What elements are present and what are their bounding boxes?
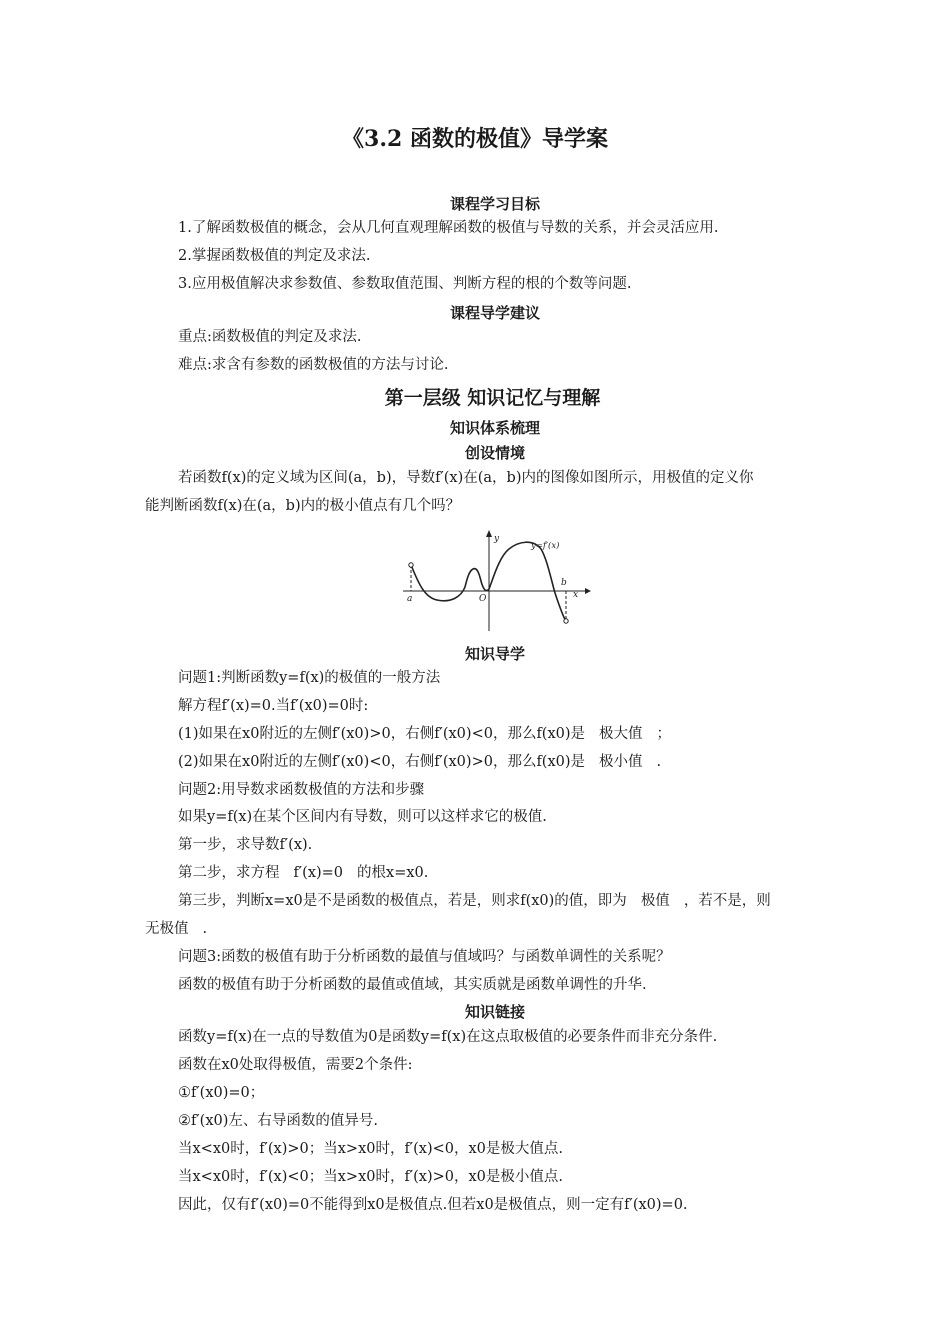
step-3-line2-answer: 无极值 xyxy=(145,921,189,937)
question-2-step-3 xyxy=(178,891,818,911)
goal-item-1: 1.了解函数极值的概念，会从几何直观理解函数的极值与导数的关系，并会灵活应用. xyxy=(178,220,719,236)
link-line-7: 因此，仅有f′(x0)=0不能得到x0是极值点.但若x0是极值点，则一定有f′(x0)=0. xyxy=(178,1197,688,1213)
page-title: 《3.2 函数的极值》导学案 xyxy=(342,126,608,152)
question-3-answer: 函数的极值有助于分析函数的最值或值域，其实质就是函数单调性的升华. xyxy=(178,977,647,993)
case-1-end: ； xyxy=(656,726,672,742)
step-2-text: 第二步，求方程 xyxy=(178,865,280,881)
step-3-end: ，若不是，则 xyxy=(683,893,771,909)
question-1-solve: 解方程f′(x)=0.当f′(x0)=0时: xyxy=(178,698,369,714)
origin-label: O xyxy=(479,594,487,604)
scenario-line-1: 若函数f(x)的定义域为区间(a，b)，导数f′(x)在(a，b)内的图像如图所示，用极值的定义你 xyxy=(178,470,754,486)
link-line-2: 函数在x0处取得极值，需要2个条件: xyxy=(178,1057,413,1073)
difficult-point: 难点:求含有参数的函数极值的方法与讨论. xyxy=(178,357,449,373)
question-2-step-1: 第一步，求导数f′(x). xyxy=(178,837,313,853)
step-3-answer: 极值 xyxy=(640,893,670,909)
key-point: 重点:函数极值的判定及求法. xyxy=(178,329,362,345)
question-2-step-2 xyxy=(178,863,818,883)
question-2-step-3-line-2 xyxy=(145,919,825,939)
level1-heading: 第一层级 知识记忆与理解 xyxy=(384,387,601,409)
guide-heading: 知识导学 xyxy=(464,645,525,663)
link-line-6: 当x<x0时，f′(x)<0；当x>x0时，f′(x)>0，x0是极小值点. xyxy=(178,1169,564,1185)
curve-label: y=f′(x) xyxy=(531,541,560,551)
system-heading: 知识体系梳理 xyxy=(449,419,540,437)
question-1-case-2 xyxy=(178,752,818,772)
a-endpoint xyxy=(409,563,413,567)
question-1: 问题1:判断函数y=f(x)的极值的一般方法 xyxy=(178,670,441,686)
link-heading: 知识链接 xyxy=(464,1003,525,1021)
link-line-3: ①f′(x0)=0； xyxy=(178,1085,265,1101)
question-2: 问题2:用导数求函数极值的方法和步骤 xyxy=(178,782,425,798)
advice-heading: 课程导学建议 xyxy=(449,304,540,322)
link-line-1: 函数y=f(x)在一点的导数值为0是函数y=f(x)在这点取极值的必要条件而非充分条件. xyxy=(178,1029,718,1045)
step-2-end: 的根x=x0. xyxy=(357,865,429,881)
scenario-line-2: 能判断函数f(x)在(a，b)内的极小值点有几个吗？ xyxy=(145,498,461,514)
scenario-heading: 创设情境 xyxy=(464,444,525,462)
y-axis-arrow xyxy=(486,530,492,537)
b-endpoint xyxy=(564,619,568,623)
case-1-answer: 极大值 xyxy=(599,726,643,742)
derivative-graph xyxy=(395,527,595,635)
goals-heading: 课程学习目标 xyxy=(449,195,540,213)
b-label: b xyxy=(561,578,567,588)
case-1-text: (1)如果在x0附近的左侧f′(x0)>0，右侧f′(x0)<0，那么f(x0)是 xyxy=(178,726,586,742)
step-3-line2-end: . xyxy=(202,921,208,937)
question-2-intro: 如果y=f(x)在某个区间内有导数，则可以这样求它的极值. xyxy=(178,809,547,825)
question-1-case-1 xyxy=(178,724,818,744)
step-3-text: 第三步，判断x=x0是不是函数的极值点，若是，则求f(x0)的值，即为 xyxy=(178,893,627,909)
link-line-4: ②f′(x0)左、右导函数的值异号. xyxy=(178,1113,378,1129)
case-2-text: (2)如果在x0附近的左侧f′(x0)<0，右侧f′(x0)>0，那么f(x0)是 xyxy=(178,754,586,770)
x-axis-label: x xyxy=(573,590,579,600)
x-axis-arrow xyxy=(585,588,591,594)
y-axis-label: y xyxy=(494,534,500,544)
goal-item-3: 3.应用极值解决求参数值、参数取值范围、判断方程的根的个数等问题. xyxy=(178,276,632,292)
question-3: 问题3:函数的极值有助于分析函数的最值与值域吗？与函数单调性的关系呢？ xyxy=(178,949,671,965)
step-2-answer: f′(x)=0 xyxy=(293,865,344,881)
a-label: a xyxy=(407,594,413,604)
goal-item-2: 2.掌握函数极值的判定及求法. xyxy=(178,248,371,264)
case-2-answer: 极小值 xyxy=(599,754,643,770)
case-2-end: . xyxy=(656,754,662,770)
link-line-5: 当x<x0时，f′(x)>0；当x>x0时，f′(x)<0，x0是极大值点. xyxy=(178,1141,564,1157)
